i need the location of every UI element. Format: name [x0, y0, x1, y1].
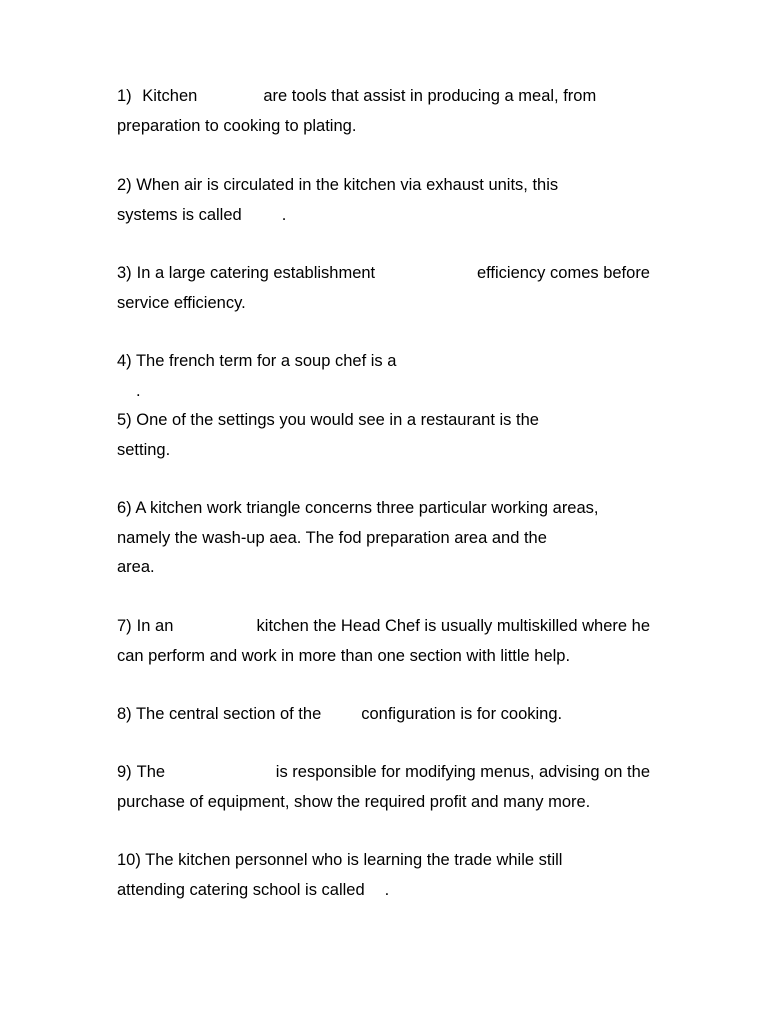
question-9-line-2: purchase of equipment, show the required profit and many more. [117, 792, 591, 811]
question-3 [117, 259, 650, 318]
question-4-line-2 [117, 377, 650, 407]
question-6-line-3: area. [117, 558, 155, 576]
question-8-line-1 [117, 700, 650, 730]
question-number: 5) [117, 411, 132, 429]
question-text: configuration is for cooking. [361, 705, 563, 723]
question-4 [117, 347, 650, 406]
question-10-line-1 [117, 846, 650, 876]
question-7-line-1 [117, 612, 650, 642]
question-text: systems is called [117, 205, 242, 224]
question-9-line-1 [117, 758, 650, 788]
question-3-line-2: service efficiency. [117, 293, 246, 312]
question-text: efficiency comes before [476, 264, 650, 282]
question-4-line-1 [117, 347, 650, 377]
question-1-line-2: preparation to cooking to plating. [117, 116, 357, 135]
question-text: . [136, 381, 141, 400]
question-number: 7) [117, 617, 132, 635]
question-text: The [136, 763, 166, 781]
question-number: 2) [117, 176, 132, 194]
question-text: Kitchen [142, 87, 198, 105]
question-text: . [384, 880, 390, 899]
question-3-line-1 [117, 259, 650, 289]
question-5 [117, 406, 650, 465]
question-text: kitchen the Head Chef is usually multiskilled where he [256, 617, 650, 635]
question-6-line-2 [117, 524, 650, 554]
question-5-line-1 [117, 406, 650, 436]
question-text: namely the wash-up aea. The fod preparation area and the [117, 528, 547, 547]
question-7-line-2: can perform and work in more than one section with little help. [117, 646, 571, 665]
question-text: are tools that assist in producing a meal, from [263, 87, 597, 105]
question-text: The kitchen personnel who is learning the trade while still [145, 851, 563, 869]
question-text: A kitchen work triangle concerns three particular working areas, [135, 499, 599, 517]
question-6 [117, 494, 650, 583]
question-text: is responsible for modifying menus, advising on the [275, 763, 650, 781]
question-number: 8) [117, 705, 132, 723]
question-2-line-1 [117, 171, 650, 201]
blank [165, 758, 276, 788]
question-text: In a large catering establishment [136, 264, 376, 282]
question-number: 3) [117, 264, 132, 282]
question-text: In an [136, 617, 174, 635]
question-1-line-1 [117, 82, 650, 112]
question-10 [117, 846, 650, 905]
question-number: 6) [117, 499, 132, 517]
blank [173, 612, 256, 642]
question-6-line-1 [117, 494, 650, 524]
question-text: When air is circulated in the kitchen via exhaust units, this [136, 176, 559, 194]
blank [375, 259, 477, 289]
question-text: The central section of the [135, 705, 322, 723]
question-text: One of the settings you would see in a restaurant is the [136, 411, 539, 429]
question-10-line-2 [117, 876, 650, 906]
question-number: 1) [117, 87, 132, 105]
question-text: The french term for a soup chef is a [135, 352, 397, 370]
question-number: 10) [117, 851, 141, 869]
question-number: 4) [117, 352, 132, 370]
question-8 [117, 700, 650, 730]
question-2 [117, 171, 650, 230]
question-text: attending catering school is called [117, 880, 365, 899]
question-2-line-2 [117, 201, 650, 231]
question-7 [117, 612, 650, 671]
question-5-line-2: setting. [117, 440, 171, 459]
question-9 [117, 758, 650, 817]
question-number: 9) [117, 763, 132, 781]
question-text: . [281, 205, 287, 224]
question-1 [117, 82, 650, 141]
